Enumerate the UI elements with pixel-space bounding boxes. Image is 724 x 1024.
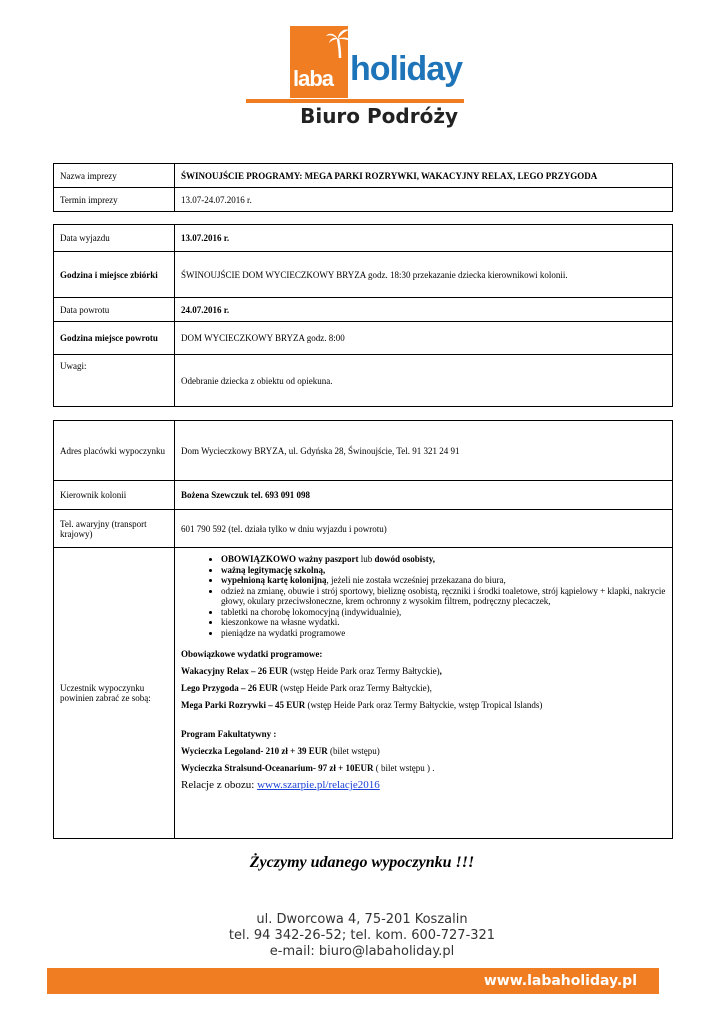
table-row [54, 298, 673, 322]
table-row [54, 252, 673, 298]
program-name: Lego Przygoda – 26 EUR [181, 683, 278, 693]
list-item-bold: OBOWIĄZKOWO ważny paszport [221, 554, 359, 564]
list-item [221, 554, 666, 565]
footer-email: e-mail: biuro@labaholiday.pl [269, 944, 455, 959]
table-row [54, 355, 673, 407]
program-line [181, 680, 666, 697]
footer-phones: tel. 94 342-26-52; tel. kom. 600-727-321 [228, 928, 496, 943]
program-desc: (wstęp Heide Park oraz Termy Bałtyckie) [288, 666, 440, 676]
optional-desc: (bilet wstępu) [327, 746, 380, 756]
website-bar [47, 968, 659, 994]
row-value: 13.07-24.07.2016 r. [175, 188, 673, 212]
program-name: Mega Parki Rozrywki – 45 EUR [181, 700, 306, 710]
table-row [54, 548, 673, 839]
logo-laba-text: laba [293, 66, 334, 91]
row-value: Dom Wycieczkowy BRYZA, ul. Gdyńska 28, Świnoujście, Tel. 91 321 24 91 [175, 421, 673, 481]
travel-table [53, 224, 673, 407]
table-row [54, 510, 673, 548]
row-label: Kierownik kolonii [54, 481, 175, 510]
program-expenses [181, 646, 666, 714]
row-label: Data powrotu [54, 298, 175, 322]
row-value [175, 548, 673, 839]
header-divider [246, 99, 464, 103]
relacje-line [181, 777, 666, 794]
website-link[interactable]: www.labaholiday.pl [483, 973, 637, 989]
row-label: Uczestnik wypoczynku powinien zabrać ze sobą: [54, 548, 175, 839]
optional-line [181, 760, 666, 777]
program-heading: Obowiązkowe wydatki programowe: [181, 649, 323, 659]
list-item-text: tabletki na chorobę lokomocyjną (indywidualnie), [221, 606, 402, 617]
row-label: Adres placówki wypoczynku [54, 421, 175, 481]
row-value: Odebranie dziecka z obiektu od opiekuna. [175, 355, 673, 407]
program-line [181, 697, 666, 714]
optional-name: Wycieczka Legoland- 210 zł + 39 EUR [181, 746, 328, 756]
row-value: Bożena Szewczuk tel. 693 091 098 [175, 481, 673, 510]
row-value: ŚWINOUJŚCIE DOM WYCIECZKOWY BRYZA godz. 18:30 przekazanie dziecka kierownikowi kolonii. [175, 252, 673, 298]
row-label: Godzina miejsce powrotu [54, 322, 175, 355]
optional-desc: ( bilet wstępu ) . [373, 763, 435, 773]
company-logo [290, 26, 463, 98]
list-item-text: pieniądze na wydatki programowe [221, 627, 346, 638]
table-row [54, 481, 673, 510]
program-line [181, 663, 666, 680]
required-items-list [181, 554, 666, 638]
optional-program [181, 726, 666, 794]
optional-line [181, 743, 666, 760]
contact-footer [0, 912, 724, 960]
list-item [221, 586, 666, 607]
row-value: DOM WYCIECZKOWY BRYZA godz. 8:00 [175, 322, 673, 355]
program-punct: , [439, 666, 442, 676]
list-item-text: odzież na zmianę, obuwie i strój sportowy, bieliznę osobistą, ręczniki i środki toaletowe, strój kąpielowy + klapki, nakrycie głowy, okulary przeciwsłoneczne, krem ochronny z wysokim filtrem, podręczny plecaczek, [221, 585, 666, 606]
farewell-wish: Życzymy udanego wypoczynku !!! [249, 854, 475, 871]
relacje-label: Relacje z obozu: [181, 779, 258, 791]
row-value: ŚWINOUJŚCIE PROGRAMY: MEGA PARKI ROZRYWKI, WAKACYJNY RELAX, LEGO PRZYGODA [175, 164, 673, 188]
row-label: Tel. awaryjny (transport krajowy) [54, 510, 175, 548]
row-label: Nazwa imprezy [54, 164, 175, 188]
table-row [54, 164, 673, 188]
relacje-link[interactable]: www.szarpie.pl/relacje2016 [257, 779, 380, 791]
list-item [221, 617, 666, 628]
list-item-text: kieszonkowe na własne wydatki. [221, 617, 340, 627]
row-label: Uwagi: [54, 355, 175, 407]
table-row [54, 225, 673, 252]
event-table [53, 163, 673, 212]
logo-holiday-text: holiday [350, 50, 463, 88]
page-subtitle: Biuro Podróży [300, 104, 458, 128]
row-label: Godzina i miejsce zbiórki [54, 252, 175, 298]
program-desc: (wstęp Heide Park oraz Termy Bałtyckie, wstęp Tropical Islands) [305, 700, 543, 710]
row-value: 601 790 592 (tel. działa tylko w dniu wyjazdu i powrotu) [175, 510, 673, 548]
row-label: Termin imprezy [54, 188, 175, 212]
camp-info-table [53, 420, 673, 839]
optional-heading: Program Fakultatywny : [181, 729, 277, 739]
row-value: 13.07.2016 r. [175, 225, 673, 252]
row-label: Data wyjazdu [54, 225, 175, 252]
footer-address: ul. Dworcowa 4, 75-201 Koszalin [256, 912, 468, 927]
list-item [221, 607, 666, 618]
list-item-bold: dowód osobisty, [374, 554, 436, 564]
program-desc: (wstęp Heide Park oraz Termy Bałtyckie), [278, 683, 432, 693]
list-item [221, 565, 666, 576]
table-row [54, 188, 673, 212]
row-value: 24.07.2016 r. [175, 298, 673, 322]
optional-name: Wycieczka Stralsund-Oceanarium- 97 zł + 10EUR [181, 763, 374, 773]
table-row [54, 421, 673, 481]
list-item-text: lub [358, 554, 375, 564]
program-name: Wakacyjny Relax – 26 EUR [181, 666, 289, 676]
list-item [221, 575, 666, 586]
list-item-bold: ważną legitymację szkolną, [221, 564, 326, 575]
list-item [221, 628, 666, 639]
list-item-text: , jeżeli nie została wcześniej przekazana do biura, [326, 575, 506, 585]
list-item-bold: wypełnioną kartę kolonijną [221, 575, 327, 585]
table-row [54, 322, 673, 355]
